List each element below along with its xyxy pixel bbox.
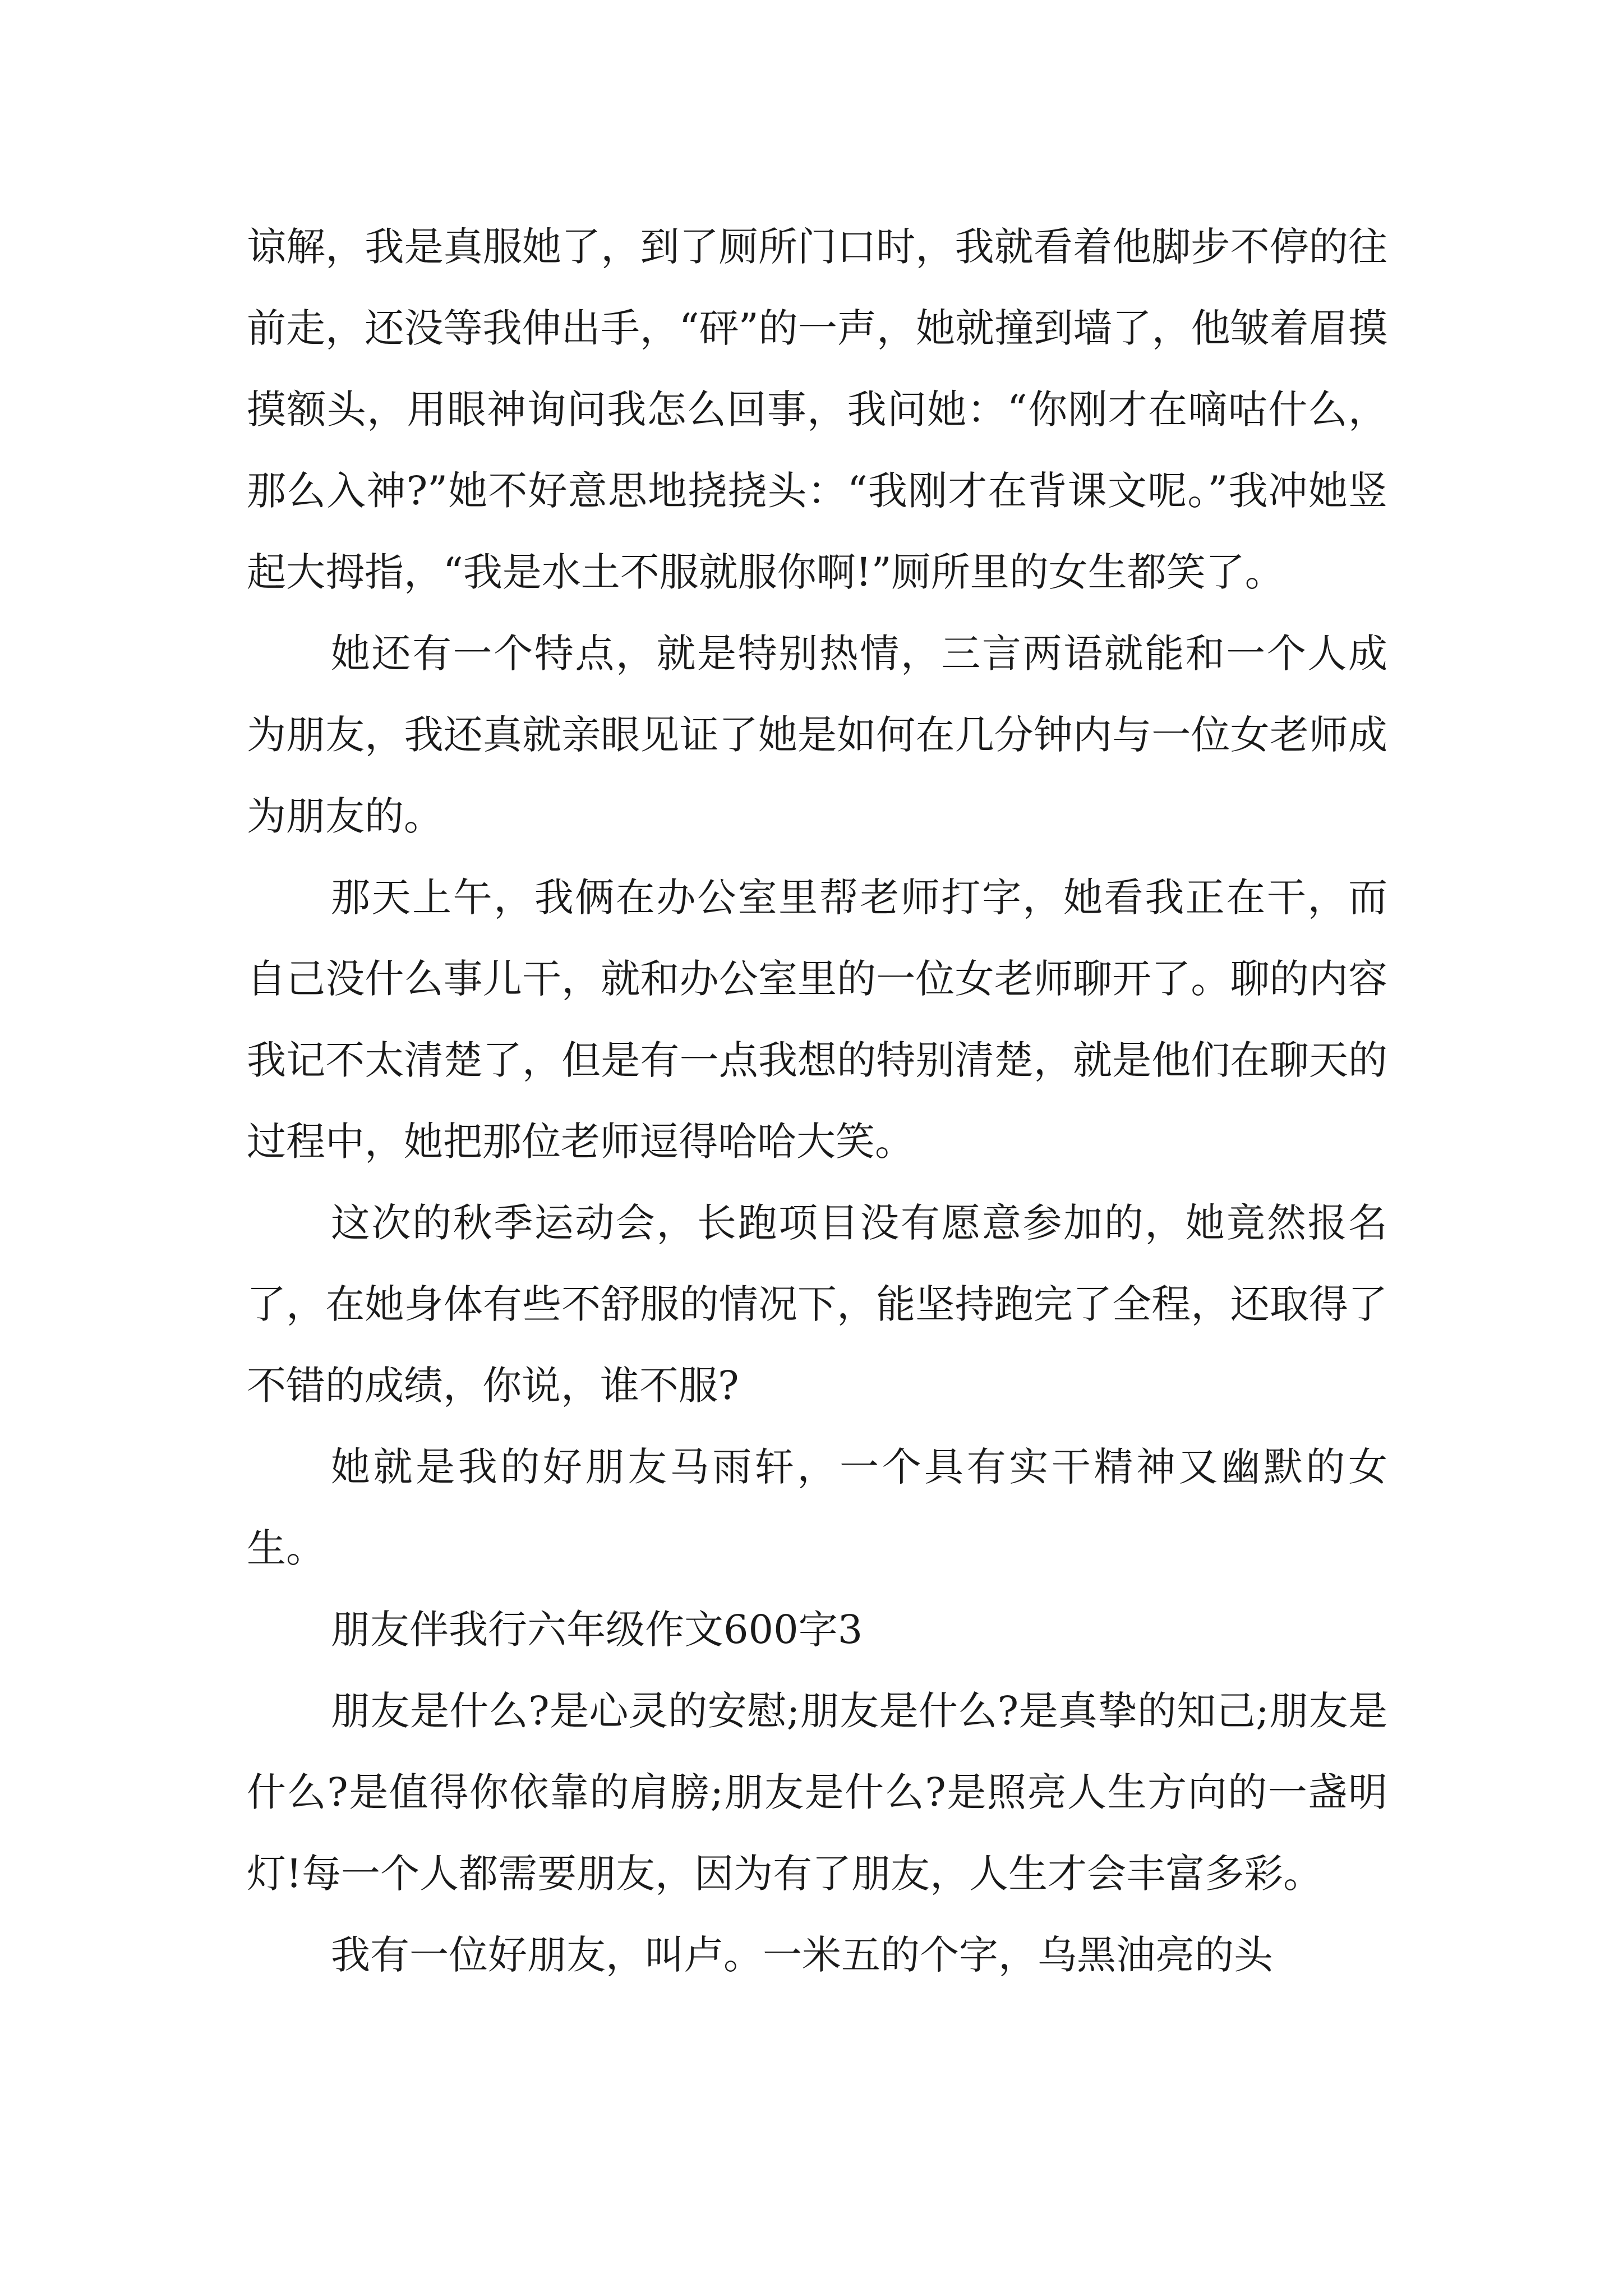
paragraph-3: 那天上午，我俩在办公室里帮老师打字，她看我正在干，而自己没什么事儿干，就和办公室里的一位女老师聊开了。聊的内容我记不太清楚了，但是有一点我想的特别清楚，就是他们在聊天的过程中，她把那位老师逗得哈哈大笑。 xyxy=(247,875,1387,1165)
section-heading: 朋友伴我行六年级作文600字3 xyxy=(331,1607,863,1653)
essay-body xyxy=(247,206,1387,1996)
paragraph-4: 这次的秋季运动会，长跑项目没有愿意参加的，她竟然报名了，在她身体有些不舒服的情况下，能坚持跑完了全程，还取得了不错的成绩，你说，谁不服? xyxy=(247,1200,1387,1409)
paragraph-1: 谅解，我是真服她了，到了厕所门口时，我就看着他脚步不停的往前走，还没等我伸出手，“砰”的一声，她就撞到墙了，他皱着眉摸摸额头，用眼神询问我怎么回事，我问她：“你刚才在嘀咕什么，那么入神?”她不好意思地挠挠头：“我刚才在背课文呢。”我冲她竖起大拇指，“我是水土不服就服你啊!”厕所里的女生都笑了。 xyxy=(247,224,1387,595)
paragraph-7: 我有一位好朋友，叫卢。一米五的个字，乌黑油亮的头 xyxy=(331,1932,1273,1978)
paragraph-2: 她还有一个特点，就是特别热情，三言两语就能和一个人成为朋友，我还真就亲眼见证了她是如何在几分钟内与一位女老师成为朋友的。 xyxy=(247,631,1387,839)
paragraph-5: 她就是我的好朋友马雨轩，一个具有实干精神又幽默的女生。 xyxy=(247,1444,1387,1571)
paragraph-6: 朋友是什么?是心灵的安慰;朋友是什么?是真挚的知己;朋友是什么?是值得你依靠的肩膀;朋友是什么?是照亮人生方向的一盏明灯!每一个人都需要朋友，因为有了朋友，人生才会丰富多彩。 xyxy=(247,1688,1387,1897)
